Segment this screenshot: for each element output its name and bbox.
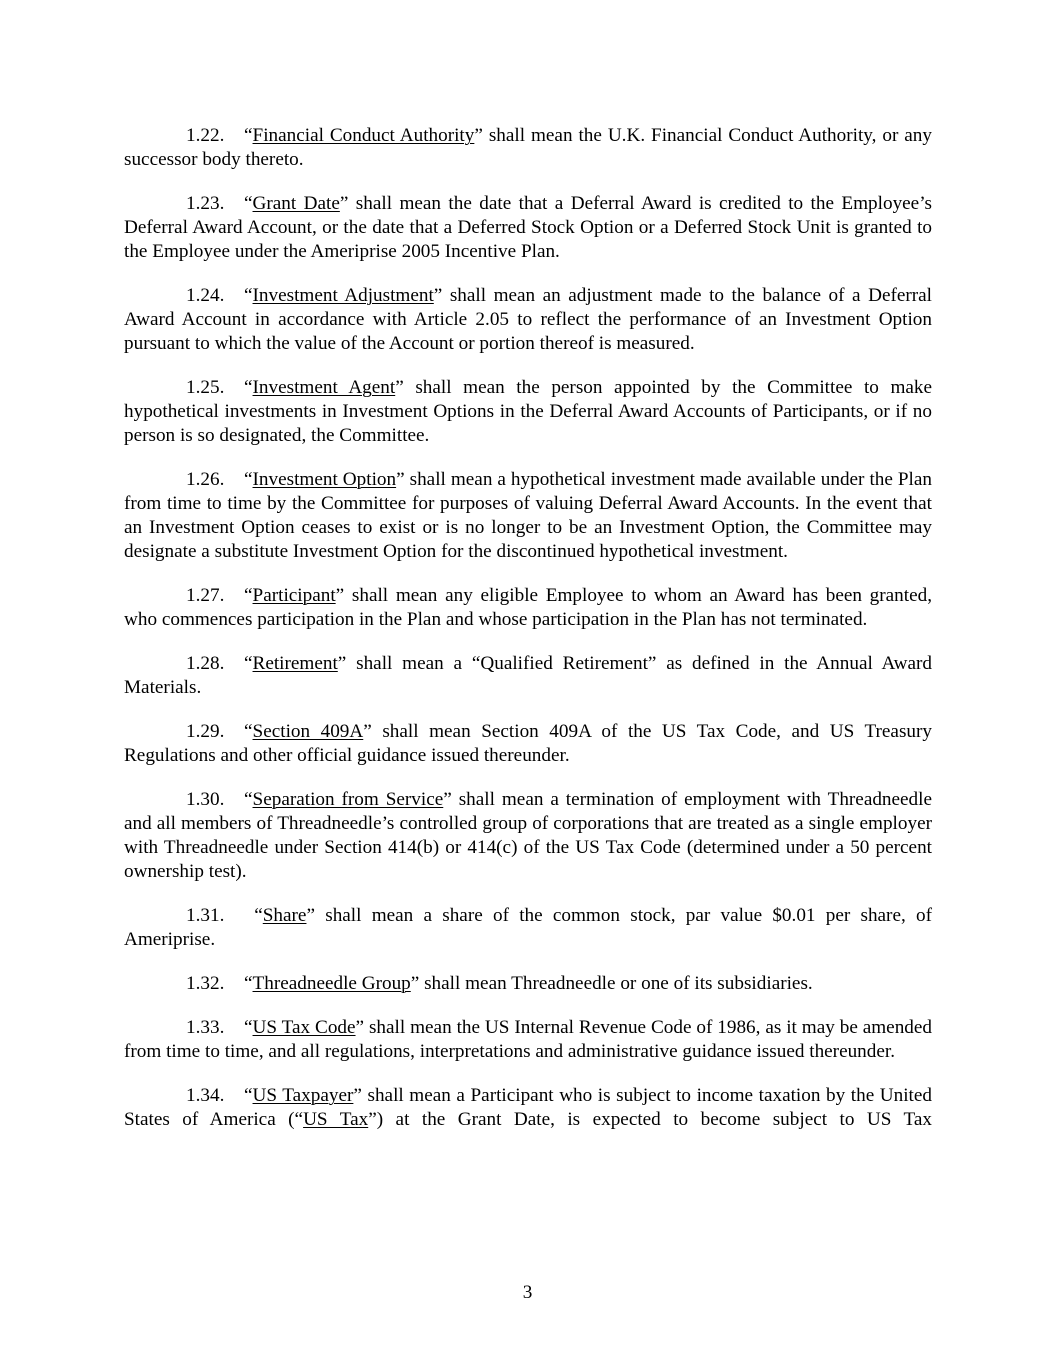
defined-term: Grant Date: [252, 193, 340, 214]
defined-term: Retirement: [252, 653, 338, 674]
definition-text: shall mean Section 409A of the US Tax Code, and US Treasury Regulations and other official guidance issued thereunder.: [124, 721, 932, 766]
section-number: 1.23.: [186, 193, 225, 214]
definition-text: shall mean Threadneedle or one of its subsidiaries.: [419, 973, 813, 994]
definition-1-29: 1.29. “Section 409A” shall mean Section 409A of the US Tax Code, and US Treasury Regulations and other official guidance issued thereunder.: [124, 721, 932, 766]
section-number: 1.28.: [186, 653, 225, 674]
definition-text: shall mean any eligible Employee to whom an Award has been granted, who commences participation in the Plan and whose participation in the Plan has not terminated.: [124, 585, 932, 630]
defined-term: US Taxpayer: [252, 1085, 354, 1106]
defined-term: Threadneedle Group: [252, 973, 411, 994]
defined-term: Financial Conduct Authority: [252, 125, 475, 146]
definition-text: shall mean the US Internal Revenue Code of 1986, as it may be amended from time to time, and all regulations, interpretations and administrative guidance issued thereunder.: [124, 1017, 932, 1062]
section-number: 1.26.: [186, 469, 225, 490]
defined-term: Investment Agent: [252, 377, 396, 398]
definition-1-31: 1.31. “Share” shall mean a share of the common stock, par value $0.01 per share, of Ameriprise.: [124, 905, 932, 950]
defined-term: Investment Option: [252, 469, 397, 490]
section-number: 1.24.: [186, 285, 225, 306]
definition-1-22: 1.22. “Financial Conduct Authority” shall mean the U.K. Financial Conduct Authority, or any successor body thereto.: [124, 125, 932, 170]
definition-1-26: 1.26. “Investment Option” shall mean a hypothetical investment made available under the Plan from time to time by the Committee for purposes of valuing Deferral Award Accounts. In the event that an Investment Option ceases to exist or is no longer to be an Investment Option, the Committee may designate a substitute Investment Option for the discontinued hypothetical investment.: [124, 469, 932, 562]
defined-term: Separation from Service: [252, 789, 444, 810]
defined-term-us-tax: US Tax: [303, 1109, 369, 1130]
definition-1-24: 1.24. “Investment Adjustment” shall mean an adjustment made to the balance of a Deferral Award Account in accordance with Article 2.05 to reflect the performance of an Investment Option pursuant to which the value of the Account or portion thereof is measured.: [124, 285, 932, 354]
definition-1-34: 1.34. “US Taxpayer” shall mean a Participant who is subject to income taxation by the United States of America (“US Tax”) at the Grant Date, is expected to become subject to US Tax: [124, 1085, 933, 1130]
section-number: 1.31.: [186, 905, 225, 926]
definition-text: shall mean the date that a Deferral Award is credited to the Employee’s Deferral Award Account, or the date that a Deferred Stock Option or a Deferred Stock Unit is granted to the Employee under the Ameriprise 2005 Incentive Plan.: [124, 193, 932, 262]
section-number: 1.33.: [186, 1017, 225, 1038]
definition-text: shall mean the person appointed by the Committee to make hypothetical investments in Investment Options in the Deferral Award Accounts of Participants, or if no person is so designated, the Committee.: [124, 377, 933, 446]
definition-text: shall mean a hypothetical investment made available under the Plan from time to time by the Committee for purposes of valuing Deferral Award Accounts. In the event that an Investment Option ceases to exist or is no longer to be an Investment Option, the Committee may designate a substitute Investment Option for the discontinued hypothetical investment.: [124, 469, 932, 562]
defined-term: Share: [262, 905, 307, 926]
definition-1-27: 1.27. “Participant” shall mean any eligible Employee to whom an Award has been granted, who commences participation in the Plan and whose participation in the Plan has not terminated.: [124, 585, 932, 630]
document-page: [124, 124, 932, 1152]
definition-text-continued: ”) at the Grant Date, is expected to become subject to US Tax: [368, 1109, 933, 1130]
definition-1-30: 1.30. “Separation from Service” shall mean a termination of employment with Threadneedle and all members of Threadneedle’s controlled group of corporations that are treated as a single employer with Threadneedle under Section 414(b) or 414(c) of the US Tax Code (determined under a 50 percent ownership test).: [124, 789, 932, 882]
definition-1-25: 1.25. “Investment Agent” shall mean the person appointed by the Committee to make hypothetical investments in Investment Options in the Deferral Award Accounts of Participants, or if no person is so designated, the Committee.: [124, 377, 933, 446]
definition-1-23: 1.23. “Grant Date” shall mean the date that a Deferral Award is credited to the Employee’s Deferral Award Account, or the date that a Deferred Stock Option or a Deferred Stock Unit is granted to the Employee under the Ameriprise 2005 Incentive Plan.: [124, 193, 932, 262]
defined-term: Section 409A: [252, 721, 364, 742]
definition-text: shall mean a Participant who is subject to income taxation by the United States of America (“: [124, 1085, 932, 1130]
section-number: 1.34.: [186, 1085, 225, 1106]
defined-term: Investment Adjustment: [252, 285, 434, 306]
section-number: 1.29.: [186, 721, 225, 742]
definition-text: shall mean a “Qualified Retirement” as defined in the Annual Award Materials.: [124, 653, 932, 698]
definition-1-32: 1.32. “Threadneedle Group” shall mean Threadneedle or one of its subsidiaries.: [186, 973, 813, 994]
definition-1-28: 1.28. “Retirement” shall mean a “Qualified Retirement” as defined in the Annual Award Materials.: [124, 653, 932, 698]
definition-text: shall mean an adjustment made to the balance of a Deferral Award Account in accordance with Article 2.05 to reflect the performance of an Investment Option pursuant to which the value of the Account or portion thereof is measured.: [124, 285, 932, 354]
section-number: 1.22.: [186, 125, 225, 146]
defined-term: Participant: [252, 585, 336, 606]
section-number: 1.27.: [186, 585, 225, 606]
page-number: 3: [522, 1282, 533, 1303]
section-number: 1.25.: [186, 377, 225, 398]
section-number: 1.32.: [186, 973, 225, 994]
definition-text: shall mean a share of the common stock, par value $0.01 per share, of Ameriprise.: [124, 905, 932, 950]
section-number: 1.30.: [186, 789, 225, 810]
definition-1-33: 1.33. “US Tax Code” shall mean the US Internal Revenue Code of 1986, as it may be amended from time to time, and all regulations, interpretations and administrative guidance issued thereunder.: [124, 1017, 932, 1062]
definition-text: shall mean the U.K. Financial Conduct Authority, or any successor body thereto.: [124, 125, 932, 170]
definition-text: shall mean a termination of employment with Threadneedle and all members of Threadneedle’s controlled group of corporations that are treated as a single employer with Threadneedle under Section 414(b) or 414(c) of the US Tax Code (determined under a 50 percent ownership test).: [124, 789, 932, 882]
defined-term: US Tax Code: [252, 1017, 356, 1038]
